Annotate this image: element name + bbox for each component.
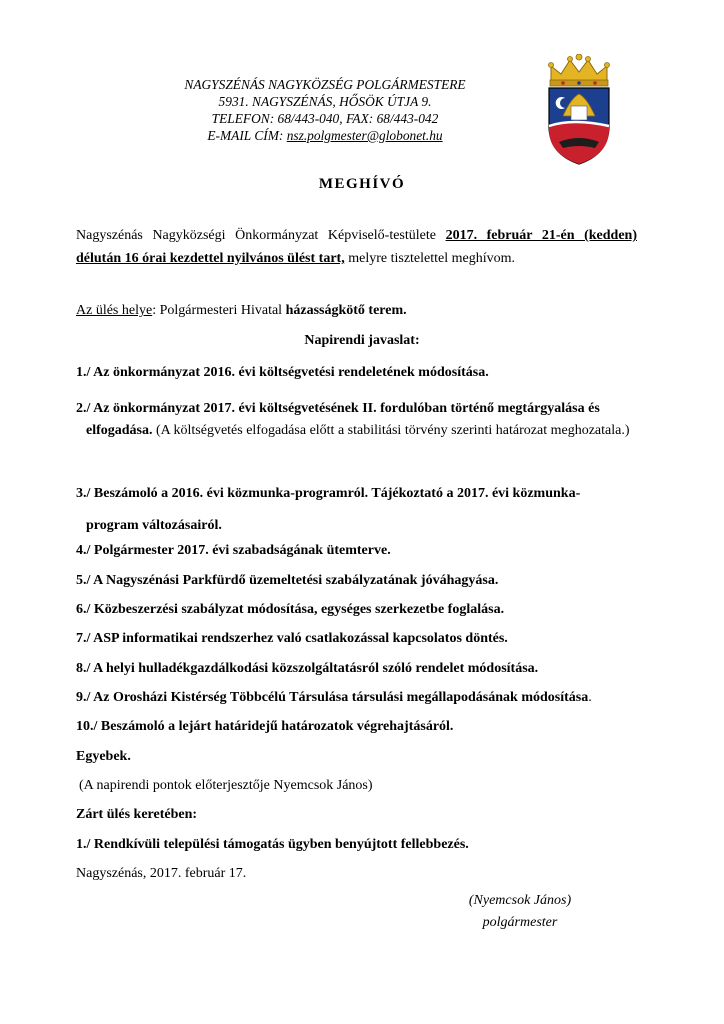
closed-session-title: Zárt ülés keretében: <box>76 807 198 822</box>
agenda-item: 5./ A Nagyszénási Parkfürdő üzemeltetési szabályzatának jóváhagyása. <box>76 573 499 588</box>
agenda-item-text: elfogadása. <box>86 423 153 438</box>
signature-title: polgármester <box>482 915 558 930</box>
agenda-item <box>76 478 580 542</box>
coat-of-arms-icon <box>543 54 615 166</box>
signature-block <box>440 890 600 934</box>
letterhead <box>130 76 520 144</box>
letterhead-phone: TELEFON: 68/443-040, FAX: 68/443-042 <box>211 111 439 126</box>
place-room: házasságkötő terem. <box>285 303 407 318</box>
agenda-item-note: (A költségvetés elfogadása előtt a stabilitási törvény szerinti határozat meghozatala.) <box>152 423 630 438</box>
letterhead-address: 5931. NAGYSZÉNÁS, HŐSÖK ÚTJA 9. <box>218 94 432 109</box>
document-title: MEGHÍVÓ <box>318 176 406 192</box>
agenda-item-line: 2./ Az önkormányzat 2017. évi költségvetésének II. fordulóban történő megtárgyalása és <box>76 401 600 416</box>
date-line: Nagyszénás, 2017. február 17. <box>76 866 247 881</box>
intro-text: Nagyszénás Nagyközségi Önkormányzat Képviselő-testülete <box>76 228 446 243</box>
agenda-item-continuation <box>76 420 638 442</box>
place-label: Az ülés helye <box>76 303 153 318</box>
email-label: E-MAIL CÍM: <box>207 128 287 143</box>
email-link[interactable]: nsz.polgmester@globonet.hu <box>286 128 443 143</box>
agenda-item: 8./ A helyi hulladékgazdálkodási közszolgáltatásról szóló rendelet módosítása. <box>76 661 539 676</box>
agenda-other: Egyebek. <box>76 749 131 764</box>
agenda-item: 1./ Az önkormányzat 2016. évi költségvetési rendeletének módosítása. <box>76 365 489 380</box>
presenter-note: (A napirendi pontok előterjesztője Nyemcsok János) <box>79 778 373 793</box>
agenda-item <box>76 398 638 442</box>
agenda-item: 6./ Közbeszerzési szabályzat módosítása, egységes szerkezetbe foglalása. <box>76 602 505 617</box>
crown-icon <box>549 54 610 86</box>
agenda-item-line: 3./ Beszámoló a 2016. évi közmunka-programról. Tájékoztató a 2017. évi közmunka- <box>76 486 581 501</box>
place-text: : Polgármesteri Hivatal <box>152 303 286 318</box>
agenda-item-continuation: program változásairól. <box>86 518 222 533</box>
agenda-title: Napirendi javaslat: <box>304 333 420 348</box>
agenda-item-end: . <box>588 690 592 705</box>
agenda-item: 7./ ASP informatikai rendszerhez való csatlakozással kapcsolatos döntés. <box>76 631 508 646</box>
meeting-time: délután 16 órai kezdettel nyilvános ülést tart, <box>76 251 345 266</box>
agenda-item: 4./ Polgármester 2017. évi szabadságának ütemterve. <box>76 543 391 558</box>
letterhead-title: NAGYSZÉNÁS NAGYKÖZSÉG POLGÁRMESTERE <box>184 77 466 92</box>
agenda-item-text: 9./ Az Orosházi Kistérség Többcélú Társulása társulási megállapodásának módosítása <box>76 690 589 705</box>
letterhead-email-line <box>130 127 520 144</box>
signature-name: (Nyemcsok János) <box>468 893 572 908</box>
agenda-item: 10./ Beszámoló a lejárt határidejű határozatok végrehajtásáról. <box>76 719 454 734</box>
invitation-text <box>76 224 637 270</box>
meeting-place <box>76 303 407 319</box>
meeting-date: 2017. február 21-én (kedden) <box>445 228 637 243</box>
closed-session-item: 1./ Rendkívüli települési támogatás ügyben benyújtott fellebbezés. <box>76 837 469 852</box>
intro-closing: melyre tisztelettel meghívom. <box>344 251 516 266</box>
agenda-item <box>76 687 592 709</box>
shield-icon <box>549 88 609 164</box>
